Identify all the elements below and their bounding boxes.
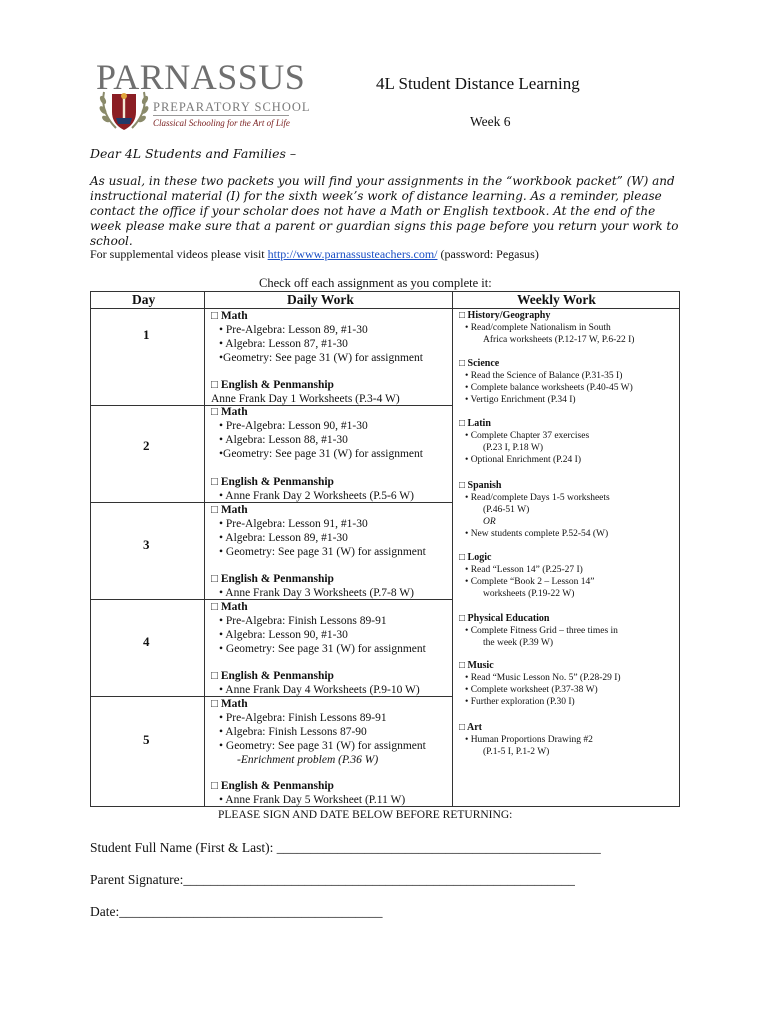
- parent-signature-field[interactable]: Parent Signature:__________________________________________________________: [90, 872, 575, 887]
- math-checkbox[interactable]: □ Math: [211, 406, 248, 418]
- day-1-english: [211, 378, 400, 406]
- day-5-daily-work: [211, 697, 426, 767]
- task-item: • Geometry: See page 31 (W) for assignment: [219, 740, 426, 752]
- header-daily-work: Daily Work: [287, 292, 354, 307]
- task-item: • Read “Lesson 14” (P.25-27 I): [465, 565, 583, 575]
- spanish-checkbox[interactable]: □ Spanish: [459, 480, 502, 491]
- day-number: 2: [143, 438, 150, 453]
- day-2-english: [211, 475, 414, 503]
- science-checkbox[interactable]: □ Science: [459, 358, 500, 369]
- task-item: • Read/complete Nationalism in South: [465, 323, 611, 333]
- weekly-art: [459, 722, 593, 758]
- english-checkbox[interactable]: □ English & Penmanship: [211, 476, 334, 488]
- task-item: • Vertigo Enrichment (P.34 I): [465, 395, 576, 405]
- weekly-history: [459, 310, 634, 346]
- day-2-daily-work: [211, 405, 423, 461]
- day-number: 3: [143, 537, 150, 552]
- col-divider: [452, 291, 453, 807]
- task-item: Anne Frank Day 1 Worksheets (P.3-4 W): [211, 393, 400, 405]
- english-checkbox[interactable]: □ English & Penmanship: [211, 379, 334, 391]
- supplemental-prefix: For supplemental videos please visit: [90, 247, 265, 261]
- col-divider: [204, 291, 205, 807]
- supplemental-line: [90, 247, 539, 262]
- task-item: • Geometry: See page 31 (W) for assignment: [219, 546, 426, 558]
- history-checkbox[interactable]: □ History/Geography: [459, 310, 551, 321]
- english-checkbox[interactable]: □ English & Penmanship: [211, 573, 334, 585]
- task-item: • Algebra: Lesson 90, #1-30: [219, 629, 348, 641]
- document-title: 4L Student Distance Learning: [376, 74, 580, 93]
- music-checkbox[interactable]: □ Music: [459, 660, 494, 671]
- task-item: • Anne Frank Day 2 Worksheets (P.5-6 W): [219, 490, 414, 502]
- intro-paragraph: As usual, in these two packets you will find your assignments in the “workbook packet” (W) and instructional material (I) for the sixth week’s work of distance learning. As a reminder, please contact the office if your scholar does not have a Math or English textbook. At the end of the week please make sure that a parent or guardian signs this page before you return your work to school.: [90, 174, 679, 248]
- task-item: •Geometry: See page 31 (W) for assignment: [219, 352, 423, 364]
- weekly-physical-education: [459, 613, 618, 649]
- sign-instruction: PLEASE SIGN AND DATE BELOW BEFORE RETURNING:: [218, 809, 513, 821]
- day-3-daily-work: [211, 503, 426, 559]
- task-item: • Pre-Algebra: Finish Lessons 89-91: [219, 712, 387, 724]
- task-item: • Algebra: Lesson 89, #1-30: [219, 532, 348, 544]
- task-item: • Complete Chapter 37 exercises: [465, 431, 590, 441]
- art-checkbox[interactable]: □ Art: [459, 722, 482, 733]
- task-item: •Geometry: See page 31 (W) for assignment: [219, 448, 423, 460]
- task-item: • Algebra: Lesson 87, #1-30: [219, 338, 348, 350]
- task-item: (P.23 I, P.18 W): [483, 443, 543, 453]
- weekly-latin: [459, 418, 589, 466]
- task-item: • Anne Frank Day 4 Worksheets (P.9-10 W): [219, 684, 420, 696]
- weekly-logic: [459, 552, 594, 600]
- task-item: worksheets (P.19-22 W): [483, 589, 575, 599]
- task-item: • Read/complete Days 1-5 worksheets: [465, 493, 610, 503]
- task-item: • Human Proportions Drawing #2: [465, 735, 593, 745]
- enrichment-note: -Enrichment problem (P.36 W): [237, 754, 379, 766]
- supplemental-suffix: (password: Pegasus): [440, 247, 539, 261]
- task-item: • Pre-Algebra: Lesson 89, #1-30: [219, 324, 368, 336]
- task-item: • Complete balance worksheets (P.40-45 W): [465, 383, 633, 393]
- task-item: • Further exploration (P.30 I): [465, 697, 575, 707]
- task-item: • Read the Science of Balance (P.31-35 I): [465, 371, 623, 381]
- day-number: 1: [143, 327, 150, 342]
- task-item: (P.46-51 W): [483, 505, 530, 515]
- day-3-english: [211, 572, 414, 600]
- logo-tagline: Classical Schooling for the Art of Life: [153, 118, 290, 128]
- task-item: • Complete “Book 2 – Lesson 14”: [465, 577, 595, 587]
- task-item: • Algebra: Finish Lessons 87-90: [219, 726, 367, 738]
- task-item: • New students complete P.52-54 (W): [465, 529, 609, 539]
- supplemental-link[interactable]: http://www.parnassusteachers.com/: [267, 247, 438, 261]
- latin-checkbox[interactable]: □ Latin: [459, 418, 491, 429]
- logo-divider: [153, 115, 289, 116]
- task-item: • Pre-Algebra: Lesson 90, #1-30: [219, 420, 368, 432]
- task-item: • Pre-Algebra: Lesson 91, #1-30: [219, 518, 368, 530]
- greeting: Dear 4L Students and Families –: [90, 146, 297, 161]
- day-number: 5: [143, 732, 150, 747]
- english-checkbox[interactable]: □ English & Penmanship: [211, 670, 334, 682]
- logic-checkbox[interactable]: □ Logic: [459, 552, 492, 563]
- weekly-spanish: [459, 480, 610, 540]
- week-label: Week 6: [470, 114, 511, 129]
- task-item: • Geometry: See page 31 (W) for assignment: [219, 643, 426, 655]
- day-4-daily-work: [211, 600, 426, 656]
- task-item: the week (P.39 W): [483, 638, 554, 648]
- date-field[interactable]: Date:_______________________________________: [90, 904, 383, 919]
- header-day: Day: [132, 292, 156, 307]
- pe-checkbox[interactable]: □ Physical Education: [459, 613, 550, 624]
- weekly-music: [459, 660, 621, 708]
- math-checkbox[interactable]: □ Math: [211, 504, 248, 516]
- math-checkbox[interactable]: □ Math: [211, 601, 248, 613]
- task-item: • Anne Frank Day 3 Worksheets (P.7-8 W): [219, 587, 414, 599]
- header-weekly-work: Weekly Work: [517, 292, 596, 307]
- task-item: • Algebra: Lesson 88, #1-30: [219, 434, 348, 446]
- math-checkbox[interactable]: □ Math: [211, 698, 248, 710]
- task-item: Africa worksheets (P.12-17 W, P.6-22 I): [483, 335, 635, 345]
- task-item: (P.1-5 I, P.1-2 W): [483, 747, 550, 757]
- task-item: • Optional Enrichment (P.24 I): [465, 455, 581, 465]
- task-item: • Anne Frank Day 5 Worksheet (P.11 W): [219, 794, 406, 806]
- english-checkbox[interactable]: □ English & Penmanship: [211, 780, 334, 792]
- check-instruction: Check off each assignment as you complete it:: [259, 276, 492, 290]
- logo-subtitle: PREPARATORY SCHOOL: [153, 100, 311, 114]
- task-item: • Complete Fitness Grid – three times in: [465, 626, 618, 636]
- logo-wordmark: PARNASSUS: [96, 57, 306, 97]
- day-1-daily-work: [211, 309, 423, 365]
- task-item: • Complete worksheet (P.37-38 W): [465, 685, 598, 695]
- student-name-field[interactable]: Student Full Name (First & Last): ________________________________________________: [90, 840, 601, 855]
- math-checkbox[interactable]: □ Math: [211, 310, 248, 322]
- day-5-english: [211, 779, 405, 807]
- day-4-english: [211, 669, 420, 697]
- task-item: • Pre-Algebra: Finish Lessons 89-91: [219, 615, 387, 627]
- or-label: OR: [483, 517, 496, 527]
- task-item: • Read “Music Lesson No. 5” (P.28-29 I): [465, 673, 621, 683]
- weekly-science: [459, 358, 633, 406]
- day-number: 4: [143, 634, 150, 649]
